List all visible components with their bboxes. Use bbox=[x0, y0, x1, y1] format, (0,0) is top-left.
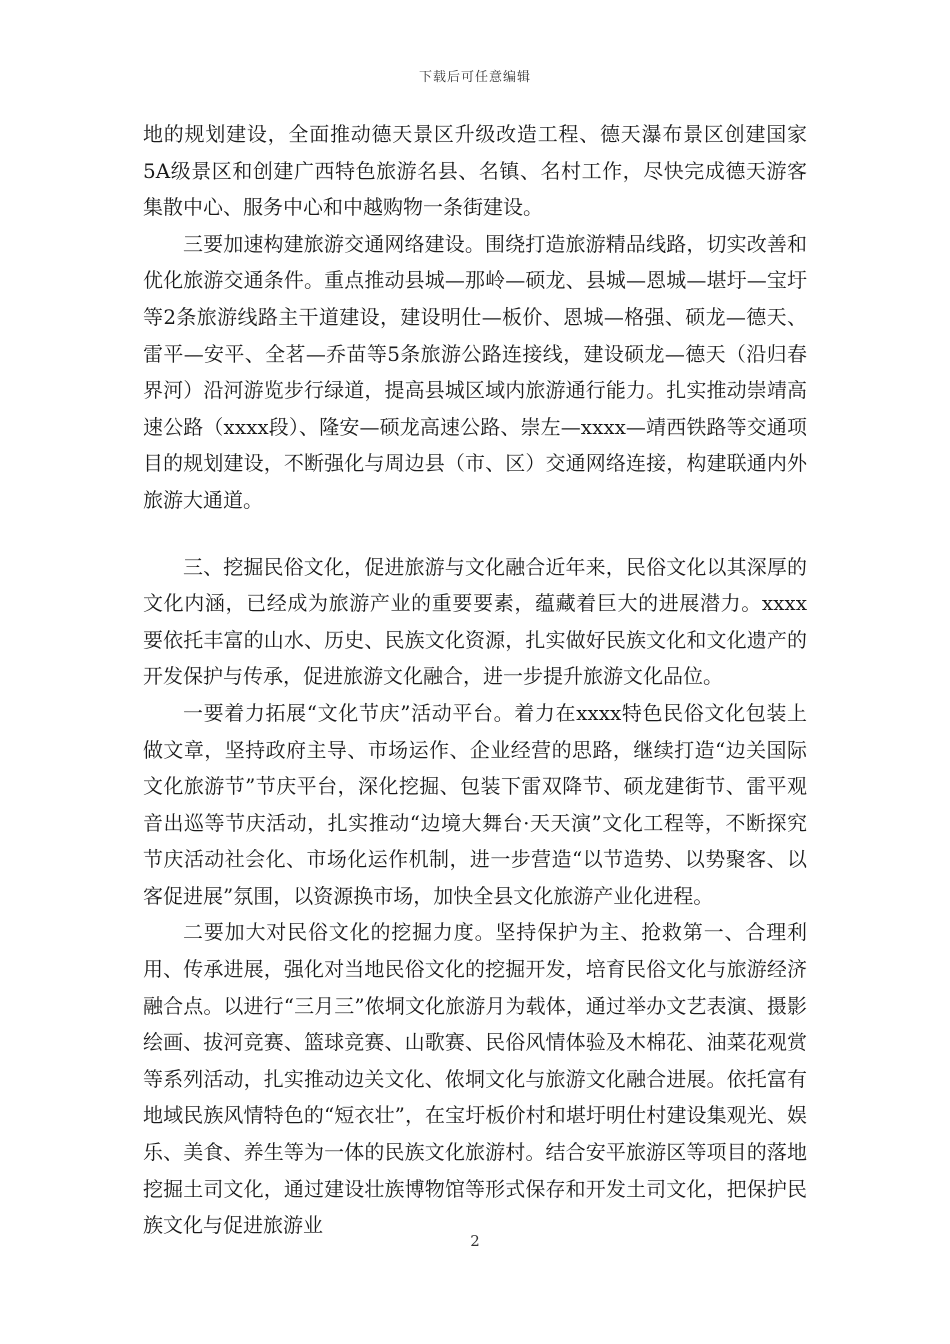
paragraph-folk-culture: 二要加大对民俗文化的挖掘力度。坚持保护为主、抢救第一、合理利用、传承进展，强化对当地民俗文化的挖掘开发，培育民俗文化与旅游经济融合点。以进行“三月三”侬垌文化旅游月为载体，通过举办文艺表演、摄影绘画、拔河竞赛、篮球竞赛、山歌赛、民俗风情体验及木棉花、油菜花观赏等系列活动，扎实推动边关文化、侬垌文化与旅游文化融合进展。依托富有地域民族风情特色的“短衣壮”，在宝圩板价村和堪圩明仕村建设集观光、娱乐、美食、养生等为一体的民族文化旅游村。结合安平旅游区等项目的落地挖掘土司文化，通过建设壮族博物馆等形式保存和开发土司文化，把保护民族文化与促进旅游业 bbox=[143, 920, 807, 1238]
page-number: 2 bbox=[470, 1232, 480, 1250]
paragraph-festival: 一要着力拓展“文化节庆”活动平台。着力在xxxx特色民俗文化包装上做文章，坚持政府主导、市场运作、企业经营的思路，继续打造“边关国际文化旅游节”节庆平台，深化挖掘、包装下雷双降节、硕龙建街节、雷平观音出巡等节庆活动，扎实推动“边境大舞台·天天演”文化工程等，不断探究节庆活动社会化、市场化运作机制，进一步营造“以节造势、以势聚客、以客促进展”氛围，以资源换市场，加快全县文化旅游产业化进程。 bbox=[143, 700, 807, 908]
paragraph-continuation: 地的规划建设，全面推动德天景区升级改造工程、德天瀑布景区创建国家5A级景区和创建广西特色旅游名县、名镇、名村工作，尽快完成德天游客集散中心、服务中心和中越购物一条街建设。 bbox=[143, 122, 807, 220]
paragraph-section-heading: 三、挖掘民俗文化，促进旅游与文化融合近年来，民俗文化以其深厚的文化内涵，已经成为旅游产业的重要要素，蕴藏着巨大的进展潜力。xxxx要依托丰富的山水、历史、民族文化资源，扎实做好民族文化和文化遗产的开发保护与传承，促进旅游文化融合，进一步提升旅游文化品位。 bbox=[143, 554, 807, 689]
document-body bbox=[143, 116, 807, 1244]
paragraph-transport: 三要加速构建旅游交通网络建设。围绕打造旅游精品线路，切实改善和优化旅游交通条件。重点推动县城—那岭—硕龙、县城—恩城—堪圩—宝圩等2条旅游线路主干道建设，建设明仕—板价、恩城—格强、硕龙—德天、雷平—安平、全茗—乔苗等5条旅游公路连接线，建设硕龙—德天（沿归春界河）沿河游览步行绿道，提高县城区域内旅游通行能力。扎实推动崇靖高速公路（xxxx段）、隆安—硕龙高速公路、崇左—xxxx—靖西铁路等交通项目的规划建设，不断强化与周边县（市、区）交通网络连接，构建联通内外旅游大通道。 bbox=[143, 231, 807, 512]
page-header: 下载后可任意编辑 bbox=[418, 70, 531, 85]
